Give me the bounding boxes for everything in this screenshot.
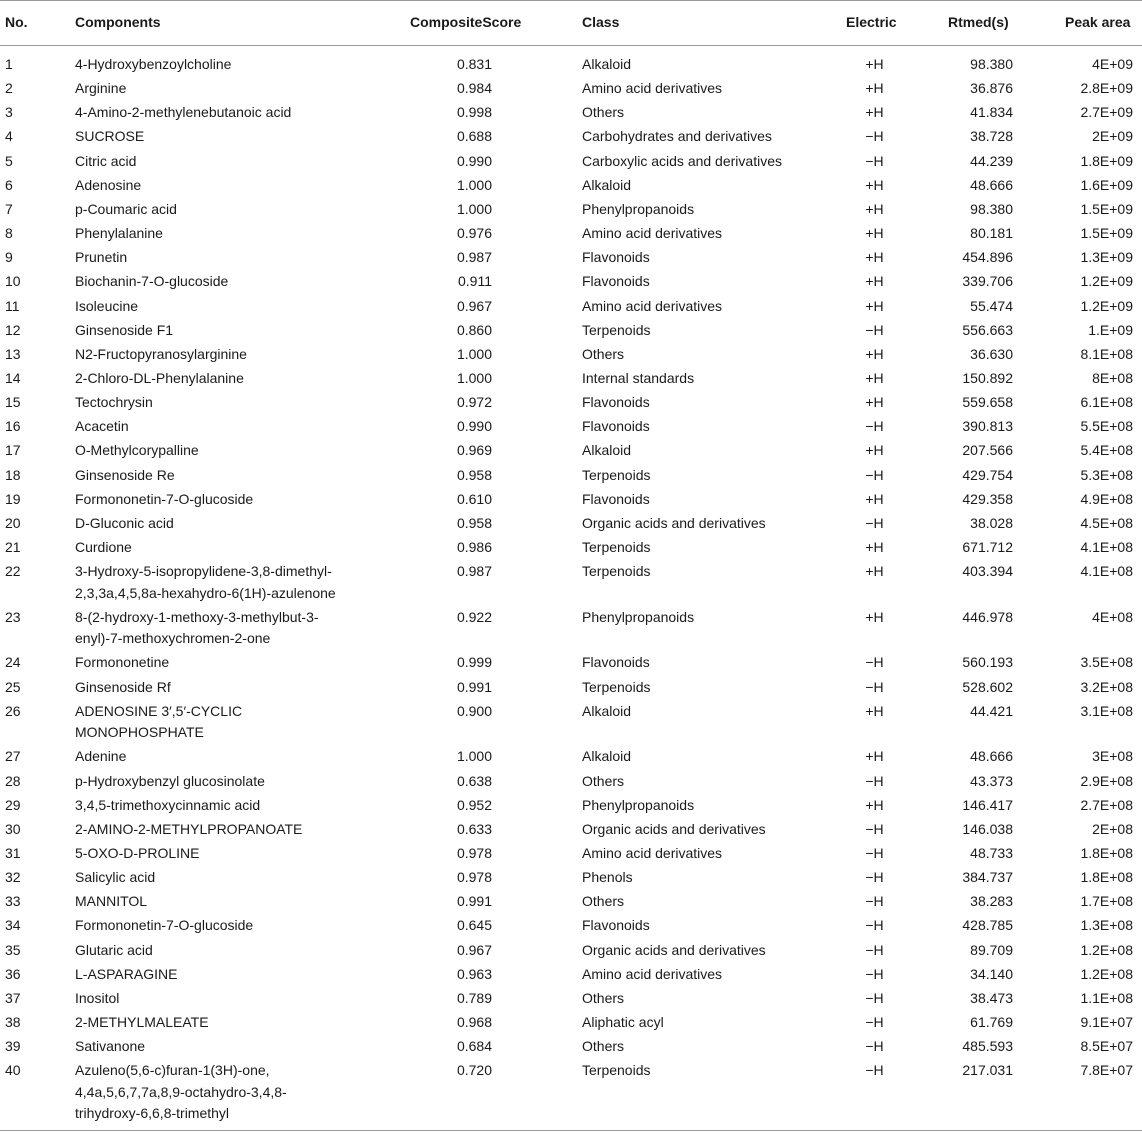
- cell-composite-score: 0.986: [456, 539, 492, 555]
- cell-component: MONOPHOSPHATE: [75, 724, 204, 741]
- cell-electric: −H: [865, 654, 884, 671]
- cell-component: Acacetin: [75, 418, 129, 435]
- cell-peak-area: 1.6E+09: [1080, 176, 1133, 193]
- cell-electric: −H: [865, 893, 884, 910]
- cell-component: trihydroxy-6,6,8-trimethyl: [75, 1105, 230, 1122]
- cell-rtmed: 671.712: [962, 539, 1013, 555]
- cell-electric: −H: [865, 869, 884, 886]
- cell-component: Formononetin-7-O-glucoside: [75, 917, 254, 934]
- cell-component: 3,4,5-trimethoxycinnamic acid: [75, 796, 261, 813]
- cell-no: 15: [5, 394, 21, 411]
- cell-peak-area: 2.7E+08: [1080, 796, 1133, 813]
- cell-rtmed: 146.038: [962, 820, 1013, 837]
- cell-class: Alkaloid: [582, 56, 632, 72]
- cell-class: Aliphatic acyl: [582, 1014, 664, 1031]
- cell-composite-score: 0.900: [456, 702, 492, 719]
- cell-no: 7: [5, 200, 13, 217]
- cell-no: 10: [5, 273, 21, 290]
- cell-component: Adenine: [75, 748, 127, 765]
- cell-rtmed: 428.785: [962, 917, 1013, 934]
- cell-rtmed: 146.417: [962, 796, 1013, 813]
- cell-component: 2,3,3a,4,5,8a-hexahydro-6(1H)-azulenone: [75, 584, 336, 601]
- cell-component: p-Coumaric acid: [75, 200, 177, 217]
- cell-rtmed: 34.140: [970, 965, 1013, 982]
- cell-component: Formononetine: [75, 654, 170, 671]
- cell-peak-area: 3E+08: [1092, 748, 1133, 765]
- cell-no: 31: [5, 845, 21, 861]
- cell-composite-score: 0.978: [456, 869, 492, 886]
- cell-no: 18: [5, 466, 21, 483]
- cell-composite-score: 0.990: [456, 418, 492, 435]
- cell-peak-area: 1.8E+08: [1080, 869, 1133, 886]
- header-composite-score: CompositeScore: [410, 14, 522, 30]
- cell-no: 24: [5, 654, 21, 671]
- cell-no: 28: [5, 772, 21, 789]
- cell-peak-area: 4E+09: [1092, 56, 1133, 72]
- cell-electric: −H: [865, 845, 884, 861]
- cell-component: Arginine: [75, 80, 127, 97]
- cell-peak-area: 3.2E+08: [1080, 678, 1133, 695]
- header-rule: [0, 45, 1142, 46]
- cell-peak-area: 2.8E+09: [1080, 80, 1133, 97]
- cell-no: 14: [5, 369, 21, 386]
- cell-peak-area: 3.5E+08: [1080, 654, 1133, 671]
- cell-rtmed: 55.474: [970, 297, 1013, 314]
- cell-composite-score: 0.987: [456, 563, 492, 580]
- cell-composite-score: 0.610: [456, 490, 492, 507]
- cell-composite-score: 0.688: [456, 128, 492, 145]
- cell-composite-score: 1.000: [456, 345, 492, 362]
- cell-electric: +H: [865, 394, 884, 411]
- cell-electric: +H: [865, 563, 884, 580]
- cell-no: 6: [5, 176, 13, 193]
- cell-class: Internal standards: [582, 369, 695, 386]
- cell-rtmed: 150.892: [962, 369, 1013, 386]
- cell-electric: +H: [865, 796, 884, 813]
- cell-electric: +H: [865, 200, 884, 217]
- cell-class: Flavonoids: [582, 917, 650, 934]
- cell-rtmed: 207.566: [962, 442, 1013, 459]
- cell-no: 16: [5, 418, 21, 435]
- cell-no: 38: [5, 1014, 21, 1031]
- cell-no: 19: [5, 490, 21, 507]
- cell-peak-area: 1.2E+08: [1080, 965, 1133, 982]
- cell-no: 22: [5, 563, 21, 580]
- cell-class: Flavonoids: [582, 490, 650, 507]
- cell-component: 4,4a,5,6,7,7a,8,9-octahydro-3,4,8-: [75, 1083, 287, 1100]
- cell-rtmed: 528.602: [962, 678, 1013, 695]
- cell-rtmed: 384.737: [962, 869, 1013, 886]
- cell-rtmed: 48.666: [970, 176, 1013, 193]
- cell-peak-area: 5.3E+08: [1080, 466, 1133, 483]
- cell-electric: −H: [865, 514, 884, 531]
- cell-component: 4-Amino-2-methylenebutanoic acid: [75, 104, 292, 121]
- header-rtmed: Rtmed(s): [948, 14, 1009, 30]
- cell-component: Inositol: [75, 989, 120, 1006]
- cell-composite-score: 0.831: [456, 56, 492, 72]
- cell-component: Isoleucine: [75, 297, 139, 314]
- cell-component: 2-METHYLMALEATE: [75, 1014, 209, 1031]
- cell-component: 2-Chloro-DL-Phenylalanine: [75, 369, 244, 386]
- cell-peak-area: 4.9E+08: [1080, 490, 1133, 507]
- cell-composite-score: 0.987: [456, 249, 492, 266]
- cell-component: Adenosine: [75, 176, 142, 193]
- cell-electric: +H: [865, 56, 884, 72]
- cell-rtmed: 98.380: [970, 56, 1013, 72]
- cell-peak-area: 4.1E+08: [1080, 563, 1133, 580]
- cell-peak-area: 5.5E+08: [1080, 418, 1133, 435]
- cell-electric: +H: [865, 345, 884, 362]
- cell-class: Phenylpropanoids: [582, 796, 695, 813]
- cell-no: 13: [5, 345, 21, 362]
- cell-class: Others: [582, 772, 625, 789]
- cell-electric: −H: [865, 772, 884, 789]
- cell-peak-area: 4.5E+08: [1080, 514, 1133, 531]
- cell-component: Curdione: [75, 539, 132, 555]
- cell-electric: +H: [865, 80, 884, 97]
- cell-class: Others: [582, 104, 625, 121]
- cell-no: 9: [5, 249, 13, 266]
- cell-rtmed: 559.658: [962, 394, 1013, 411]
- cell-peak-area: 8.1E+08: [1080, 345, 1133, 362]
- cell-peak-area: 1.7E+08: [1080, 893, 1133, 910]
- cell-class: Amino acid derivatives: [582, 297, 723, 314]
- cell-electric: −H: [865, 152, 884, 169]
- cell-no: 21: [5, 539, 21, 555]
- cell-composite-score: 0.999: [456, 654, 492, 671]
- cell-composite-score: 0.972: [456, 394, 492, 411]
- cell-composite-score: 0.958: [456, 514, 492, 531]
- cell-class: Flavonoids: [582, 418, 650, 435]
- cell-no: 11: [5, 297, 20, 314]
- cell-peak-area: 4E+08: [1092, 608, 1133, 625]
- cell-class: Others: [582, 989, 625, 1006]
- cell-peak-area: 6.1E+08: [1080, 394, 1133, 411]
- cell-component: D-Gluconic acid: [75, 514, 174, 531]
- cell-rtmed: 38.028: [970, 514, 1013, 531]
- cell-component: 8-(2-hydroxy-1-methoxy-3-methylbut-3-: [75, 608, 319, 625]
- cell-rtmed: 38.728: [970, 128, 1013, 145]
- cell-no: 17: [5, 442, 21, 459]
- cell-rtmed: 48.666: [970, 748, 1013, 765]
- cell-electric: −H: [865, 1014, 884, 1031]
- cell-peak-area: 1.2E+09: [1080, 273, 1133, 290]
- cell-composite-score: 0.998: [456, 104, 492, 121]
- cell-rtmed: 44.239: [970, 152, 1013, 169]
- cell-peak-area: 4.1E+08: [1080, 539, 1133, 555]
- cell-electric: +H: [865, 539, 884, 555]
- cell-component: enyl)-7-methoxychromen-2-one: [75, 630, 271, 647]
- cell-rtmed: 38.473: [970, 989, 1013, 1006]
- cell-component: Ginsenoside F1: [75, 321, 174, 338]
- cell-component: 3-Hydroxy-5-isopropylidene-3,8-dimethyl-: [75, 563, 332, 580]
- cell-peak-area: 8.5E+07: [1080, 1038, 1133, 1055]
- cell-composite-score: 1.000: [456, 369, 492, 386]
- cell-component: Citric acid: [75, 152, 137, 169]
- cell-class: Organic acids and derivatives: [582, 820, 766, 837]
- cell-composite-score: 0.720: [456, 1062, 492, 1079]
- cell-peak-area: 1.2E+08: [1080, 941, 1133, 958]
- cell-no: 12: [5, 321, 21, 338]
- cell-composite-score: 0.968: [456, 1014, 492, 1031]
- cell-rtmed: 89.709: [970, 941, 1013, 958]
- cell-component: 5-OXO-D-PROLINE: [75, 845, 200, 861]
- header-peak-area: Peak area: [1065, 14, 1131, 30]
- cell-peak-area: 8E+08: [1092, 369, 1133, 386]
- cell-composite-score: 0.952: [456, 796, 492, 813]
- cell-class: Alkaloid: [582, 176, 632, 193]
- cell-component: 4-Hydroxybenzoylcholine: [75, 56, 232, 72]
- cell-no: 37: [5, 989, 21, 1006]
- cell-class: Flavonoids: [582, 273, 650, 290]
- cell-composite-score: 1.000: [456, 748, 492, 765]
- cell-rtmed: 44.421: [970, 702, 1013, 719]
- cell-no: 5: [5, 152, 13, 169]
- cell-electric: −H: [865, 1038, 884, 1055]
- cell-composite-score: 1.000: [456, 176, 492, 193]
- cell-rtmed: 80.181: [970, 225, 1013, 242]
- cell-peak-area: 2E+09: [1092, 128, 1133, 145]
- cell-rtmed: 36.876: [970, 80, 1013, 97]
- cell-rtmed: 41.834: [970, 104, 1013, 121]
- cell-peak-area: 7.8E+07: [1080, 1062, 1133, 1079]
- cell-electric: +H: [865, 702, 884, 719]
- cell-class: Flavonoids: [582, 654, 650, 671]
- cell-class: Amino acid derivatives: [582, 225, 723, 242]
- cell-electric: +H: [865, 490, 884, 507]
- cell-component: L-ASPARAGINE: [75, 965, 178, 982]
- cell-peak-area: 1.8E+08: [1080, 845, 1133, 861]
- cell-class: Flavonoids: [582, 394, 650, 411]
- cell-component: 2-AMINO-2-METHYLPROPANOATE: [75, 820, 303, 837]
- cell-composite-score: 0.645: [456, 917, 492, 934]
- cell-peak-area: 1.8E+09: [1080, 152, 1133, 169]
- cell-component: N2-Fructopyranosylarginine: [75, 345, 247, 362]
- cell-component: p-Hydroxybenzyl glucosinolate: [75, 772, 265, 789]
- cell-component: Prunetin: [75, 249, 128, 266]
- cell-peak-area: 1.E+09: [1088, 321, 1133, 338]
- cell-no: 27: [5, 748, 21, 765]
- cell-no: 23: [5, 608, 21, 625]
- cell-electric: −H: [865, 989, 884, 1006]
- cell-composite-score: 0.984: [456, 80, 492, 97]
- cell-rtmed: 556.663: [962, 321, 1013, 338]
- cell-no: 39: [5, 1038, 21, 1055]
- cell-component: Phenylalanine: [75, 225, 163, 242]
- cell-class: Amino acid derivatives: [582, 80, 723, 97]
- cell-no: 32: [5, 869, 21, 886]
- cell-electric: −H: [865, 321, 884, 338]
- cell-electric: −H: [865, 965, 884, 982]
- table-top-rule: [0, 0, 1142, 1]
- cell-composite-score: 0.991: [456, 893, 492, 910]
- cell-no: 35: [5, 941, 21, 958]
- cell-composite-score: 0.684: [456, 1038, 492, 1055]
- cell-no: 36: [5, 965, 21, 982]
- cell-composite-score: 0.638: [456, 772, 492, 789]
- cell-component: Ginsenoside Re: [75, 466, 175, 483]
- cell-component: Sativanone: [75, 1038, 146, 1055]
- cell-electric: +H: [865, 608, 884, 625]
- header-no: No.: [5, 14, 28, 30]
- cell-composite-score: 0.976: [456, 225, 492, 242]
- cell-component: Glutaric acid: [75, 941, 153, 958]
- cell-electric: −H: [865, 917, 884, 934]
- cell-electric: −H: [865, 1062, 884, 1079]
- cell-rtmed: 48.733: [970, 845, 1013, 861]
- cell-composite-score: 0.633: [456, 820, 492, 837]
- cell-class: Terpenoids: [582, 466, 651, 483]
- cell-composite-score: 0.963: [456, 965, 492, 982]
- cell-composite-score: 0.990: [456, 152, 492, 169]
- cell-peak-area: 9.1E+07: [1080, 1014, 1133, 1031]
- cell-no: 29: [5, 796, 21, 813]
- cell-class: Amino acid derivatives: [582, 965, 723, 982]
- cell-class: Others: [582, 1038, 625, 1055]
- cell-electric: −H: [865, 820, 884, 837]
- cell-no: 40: [5, 1062, 21, 1079]
- cell-rtmed: 454.896: [962, 249, 1013, 266]
- header-class: Class: [582, 14, 620, 30]
- cell-class: Phenylpropanoids: [582, 200, 695, 217]
- cell-rtmed: 429.754: [962, 466, 1013, 483]
- cell-no: 30: [5, 820, 21, 837]
- cell-component: ADENOSINE 3′,5′-CYCLIC: [75, 702, 243, 719]
- cell-component: MANNITOL: [75, 893, 148, 910]
- cell-rtmed: 43.373: [970, 772, 1013, 789]
- cell-component: Azuleno(5,6-c)furan-1(3H)-one,: [75, 1062, 270, 1079]
- cell-rtmed: 446.978: [962, 608, 1013, 625]
- cell-composite-score: 0.860: [456, 321, 492, 338]
- cell-class: Alkaloid: [582, 702, 632, 719]
- cell-no: 34: [5, 917, 21, 934]
- cell-composite-score: 1.000: [456, 200, 492, 217]
- cell-class: Terpenoids: [582, 321, 651, 338]
- cell-electric: −H: [865, 941, 884, 958]
- cell-no: 4: [5, 128, 13, 145]
- cell-rtmed: 429.358: [962, 490, 1013, 507]
- cell-class: Alkaloid: [582, 442, 632, 459]
- cell-no: 3: [5, 104, 13, 121]
- cell-class: Carboxylic acids and derivatives: [582, 152, 782, 169]
- cell-class: Terpenoids: [582, 539, 651, 555]
- cell-electric: +H: [865, 369, 884, 386]
- cell-component: SUCROSE: [75, 128, 145, 145]
- cell-peak-area: 1.5E+09: [1080, 200, 1133, 217]
- cell-component: Salicylic acid: [75, 869, 156, 886]
- cell-electric: +H: [865, 297, 884, 314]
- cell-component: Tectochrysin: [75, 394, 153, 411]
- cell-class: Organic acids and derivatives: [582, 514, 766, 531]
- cell-component: Biochanin-7-O-glucoside: [75, 273, 229, 290]
- cell-peak-area: 1.3E+08: [1080, 917, 1133, 934]
- cell-electric: +H: [865, 104, 884, 121]
- cell-no: 26: [5, 702, 21, 719]
- cell-composite-score: 0.991: [456, 678, 492, 695]
- cell-class: Terpenoids: [582, 563, 651, 580]
- cell-composite-score: 0.967: [456, 941, 492, 958]
- cell-no: 2: [5, 80, 13, 97]
- cell-electric: −H: [865, 418, 884, 435]
- cell-no: 25: [5, 678, 21, 695]
- header-components: Components: [75, 14, 161, 30]
- cell-peak-area: 1.1E+08: [1080, 989, 1133, 1006]
- cell-electric: +H: [865, 273, 884, 290]
- cell-electric: +H: [865, 249, 884, 266]
- cell-composite-score: 0.922: [456, 608, 492, 625]
- cell-composite-score: 0.969: [456, 442, 492, 459]
- cell-composite-score: 0.789: [456, 989, 492, 1006]
- table-bottom-rule: [0, 1130, 1142, 1131]
- cell-no: 1: [5, 56, 13, 72]
- cell-class: Phenols: [582, 869, 633, 886]
- cell-component: Ginsenoside Rf: [75, 678, 171, 695]
- cell-electric: +H: [865, 748, 884, 765]
- cell-composite-score: 0.978: [456, 845, 492, 861]
- cell-rtmed: 390.813: [962, 418, 1013, 435]
- cell-no: 33: [5, 893, 21, 910]
- cell-composite-score: 0.958: [456, 466, 492, 483]
- cell-class: Phenylpropanoids: [582, 608, 695, 625]
- cell-peak-area: 1.5E+09: [1080, 225, 1133, 242]
- cell-class: Terpenoids: [582, 1062, 651, 1079]
- cell-class: Others: [582, 345, 625, 362]
- cell-rtmed: 36.630: [970, 345, 1013, 362]
- cell-peak-area: 1.2E+09: [1080, 297, 1133, 314]
- cell-rtmed: 217.031: [962, 1062, 1013, 1079]
- cell-composite-score: 0.911: [458, 273, 492, 290]
- cell-rtmed: 403.394: [962, 563, 1013, 580]
- cell-peak-area: 2.9E+08: [1080, 772, 1133, 789]
- cell-peak-area: 2.7E+09: [1080, 104, 1133, 121]
- cell-peak-area: 5.4E+08: [1080, 442, 1133, 459]
- cell-electric: +H: [865, 225, 884, 242]
- cell-rtmed: 560.193: [962, 654, 1013, 671]
- cell-electric: −H: [865, 128, 884, 145]
- cell-rtmed: 485.593: [962, 1038, 1013, 1055]
- cell-peak-area: 3.1E+08: [1080, 702, 1133, 719]
- cell-class: Organic acids and derivatives: [582, 941, 766, 958]
- cell-electric: +H: [865, 442, 884, 459]
- cell-component: O-Methylcorypalline: [75, 442, 199, 459]
- cell-class: Others: [582, 893, 625, 910]
- header-electric: Electric: [846, 14, 897, 30]
- cell-no: 20: [5, 514, 21, 531]
- cell-electric: −H: [865, 466, 884, 483]
- cell-class: Terpenoids: [582, 678, 651, 695]
- cell-rtmed: 98.380: [970, 200, 1013, 217]
- cell-electric: −H: [865, 678, 884, 695]
- cell-rtmed: 61.769: [970, 1014, 1013, 1031]
- cell-peak-area: 1.3E+09: [1080, 249, 1133, 266]
- cell-class: Carbohydrates and derivatives: [582, 128, 772, 145]
- cell-peak-area: 2E+08: [1092, 820, 1133, 837]
- cell-class: Amino acid derivatives: [582, 845, 723, 861]
- cell-component: Formononetin-7-O-glucoside: [75, 490, 254, 507]
- cell-rtmed: 38.283: [970, 893, 1013, 910]
- cell-electric: +H: [865, 176, 884, 193]
- cell-rtmed: 339.706: [962, 273, 1013, 290]
- cell-class: Flavonoids: [582, 249, 650, 266]
- cell-composite-score: 0.967: [456, 297, 492, 314]
- cell-no: 8: [5, 225, 13, 242]
- cell-class: Alkaloid: [582, 748, 632, 765]
